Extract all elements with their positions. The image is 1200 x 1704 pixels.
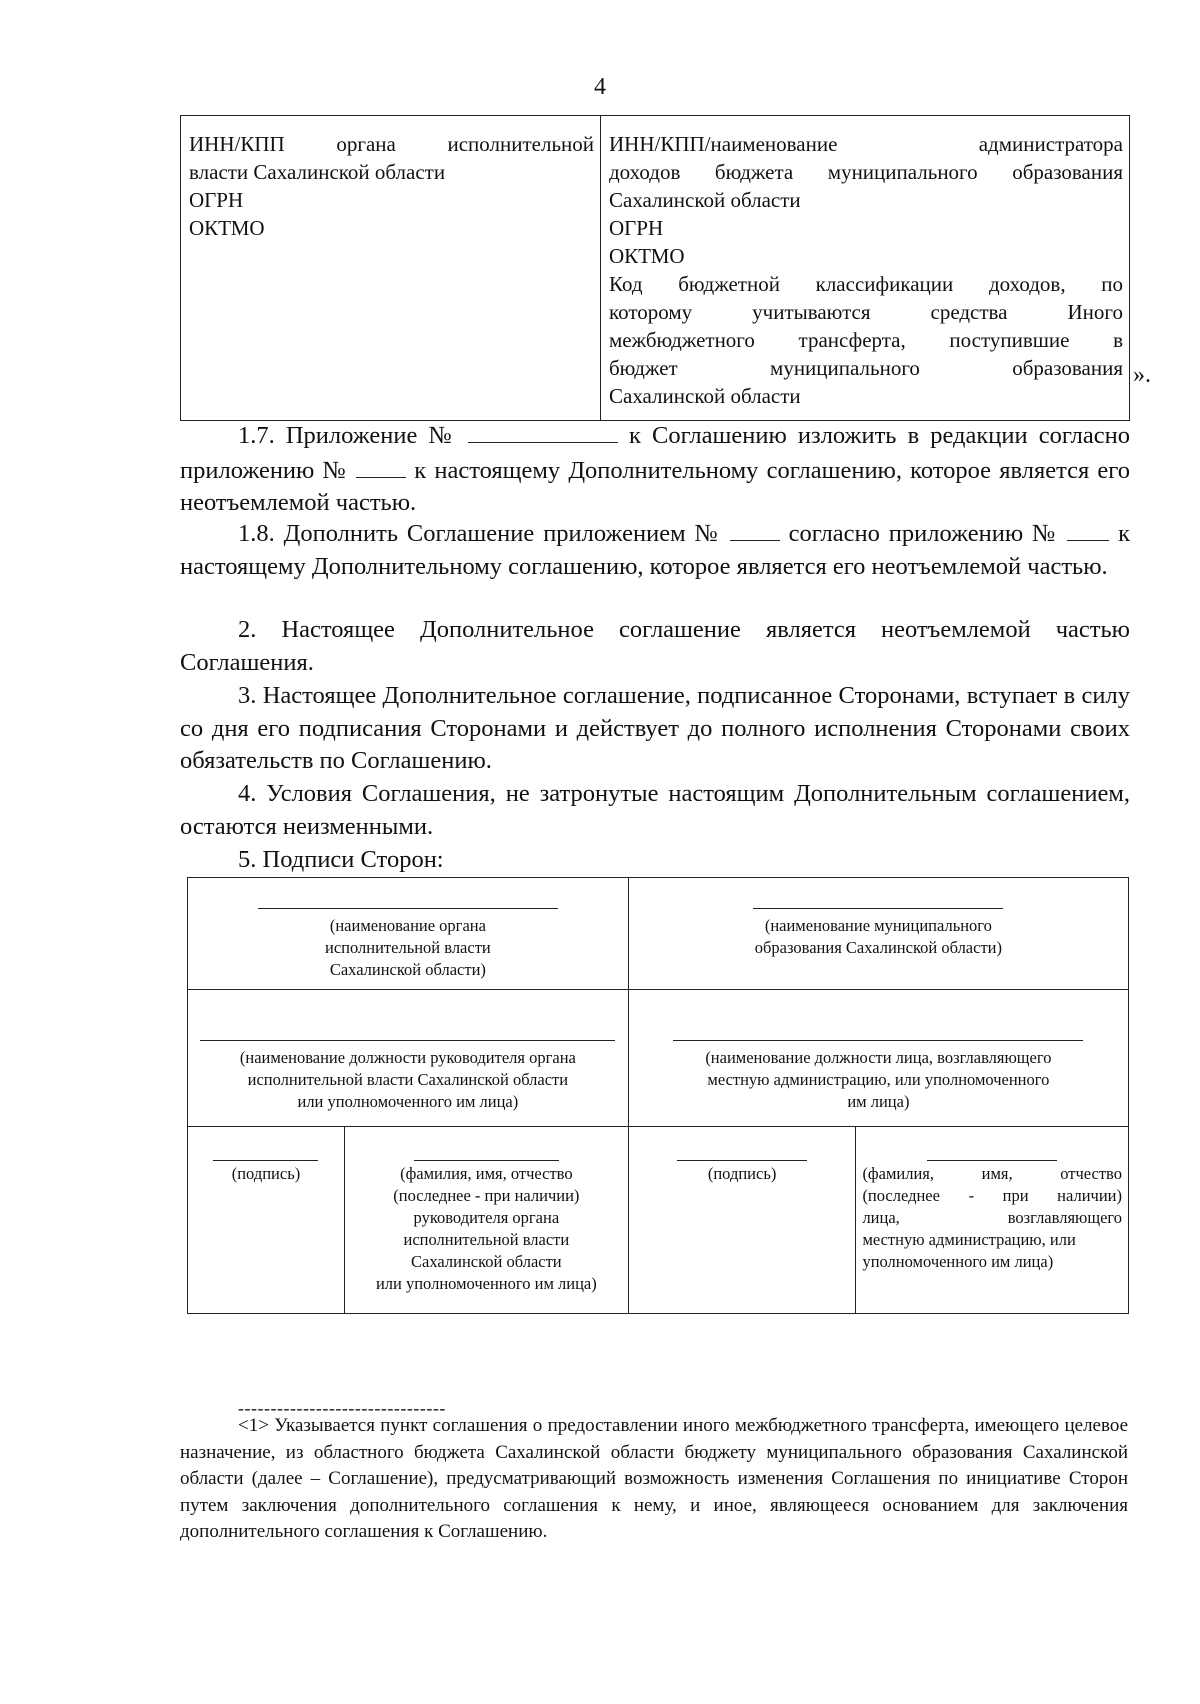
clause-text: 2. Настоящее Дополнительное соглашение является неотъемлемой частью Соглашения.	[180, 616, 1130, 676]
requisites-line: ОГРН	[609, 216, 664, 240]
caption-line: (подпись)	[707, 1164, 777, 1183]
clause-text: к настоящему Дополнительному соглашению, которое является его неотъемлемой частью.	[180, 520, 1131, 580]
caption-line: исполнительной власти	[325, 938, 491, 957]
clause-text: 4. Условия Соглашения, не затронутые настоящим Дополнительным соглашением, остаются неизменными.	[180, 780, 1130, 840]
caption-line: (последнее - при наличии)	[393, 1186, 580, 1205]
clause-5	[180, 844, 1130, 877]
signatures-table	[187, 877, 1129, 1314]
requisites-authority-cell	[181, 116, 601, 420]
clause-text: 1.7. Приложение №	[238, 422, 468, 449]
clause-text: к Соглашению изложить в редакции согласно приложению №	[180, 422, 1131, 484]
requisites-line: Сахалинской области	[609, 384, 801, 408]
requisites-line: власти Сахалинской области	[189, 160, 446, 184]
caption-line: (фамилия, имя, отчество	[862, 1164, 1122, 1183]
page-number: 4	[594, 74, 606, 100]
clause-text: 3. Настоящее Дополнительное соглашение, подписанное Сторонами, вступает в силу со дня его подписания Сторонами и действует до полного исполнения Сторонами своих обязательств по Соглашению.	[180, 682, 1130, 774]
caption-line: (наименование должности руководителя органа	[239, 1048, 576, 1067]
requisites-line: Сахалинской области	[609, 188, 801, 212]
clause-text: согласно приложению №	[779, 520, 1068, 547]
caption-line: (фамилия, имя, отчество	[400, 1164, 573, 1183]
requisites-line: бюджет муниципального образования	[609, 356, 1123, 380]
blank-field	[356, 453, 406, 478]
clause-text: к настоящему Дополнительному соглашению, которое является его неотъемлемой частью.	[180, 456, 1130, 516]
requisites-table	[180, 115, 1130, 421]
caption-line: или уполномоченного им лица)	[375, 1274, 597, 1293]
signature-authority-fullname-cell	[344, 1127, 628, 1314]
blank-field	[1067, 516, 1109, 541]
caption-line: (наименование муниципального	[764, 916, 992, 935]
requisites-line: ИНН/КПП/наименование администратора	[609, 132, 1123, 156]
footnote-separator: --------------------------------	[238, 1398, 446, 1418]
requisites-line: ОГРН	[189, 188, 244, 212]
clause-text: 5. Подписи Сторон:	[238, 846, 444, 873]
footnote-text: <1> Указывается пункт соглашения о предоставлении иного межбюджетного трансферта, имеющего целевое назначение, из областного бюджета Сахалинской области бюджету муниципального образования Сахалинской области (далее – Соглашение), предусматривающий возможность изменения Соглашения по инициативе Сторон путем заключения дополнительного соглашения к нему, и иное, являющееся основанием для заключения дополнительного соглашения к Соглашению.	[180, 1415, 1128, 1542]
clause-4	[180, 778, 1130, 843]
caption-line: им лица)	[847, 1092, 910, 1111]
caption-line: уполномоченного им лица)	[862, 1252, 1054, 1271]
blank-field	[468, 418, 618, 443]
requisites-line: ИНН/КПП органа исполнительной	[189, 132, 594, 156]
caption-line: лица, возглавляющего	[862, 1208, 1122, 1227]
clause-3	[180, 680, 1130, 778]
caption-line: (подпись)	[231, 1164, 301, 1183]
caption-line: местную администрацию, или	[862, 1230, 1076, 1249]
requisites-line: ОКТМО	[189, 216, 265, 240]
clause-text: 1.8. Дополнить Соглашение приложением №	[238, 520, 730, 547]
caption-line: исполнительной власти Сахалинской области	[247, 1070, 569, 1089]
requisites-line: доходов бюджета муниципального образования	[609, 160, 1123, 184]
caption-line: Сахалинской области)	[329, 960, 486, 979]
signature-municipality-sign-cell	[628, 1127, 856, 1314]
caption-line: Сахалинской области	[411, 1252, 562, 1271]
clause-1-8	[180, 516, 1130, 583]
closing-quote: ».	[1133, 362, 1151, 388]
clause-2	[180, 614, 1130, 679]
signature-authority-sign-cell	[188, 1127, 345, 1314]
requisites-line: ОКТМО	[609, 244, 685, 268]
signature-authority-position-cell	[188, 990, 629, 1127]
caption-line: руководителя органа	[413, 1208, 560, 1227]
caption-line: образования Сахалинской области)	[754, 938, 1002, 957]
caption-line: (последнее - при наличии)	[862, 1186, 1122, 1205]
signature-municipality-position-cell	[628, 990, 1128, 1127]
requisites-line: которому учитываются средства Иного	[609, 300, 1123, 324]
signature-authority-name-cell	[188, 878, 629, 990]
caption-line: или уполномоченного им лица)	[297, 1092, 519, 1111]
clause-1-7	[180, 418, 1130, 520]
blank-field	[730, 516, 780, 541]
requisites-municipality-cell	[601, 116, 1129, 420]
requisites-line: межбюджетного трансферта, поступившие в	[609, 328, 1123, 352]
caption-line: местную администрацию, или уполномоченного	[707, 1070, 1050, 1089]
caption-line: исполнительной власти	[403, 1230, 570, 1249]
caption-line: (наименование органа	[329, 916, 486, 935]
caption-line: (наименование должности лица, возглавляющего	[705, 1048, 1052, 1067]
signature-municipality-fullname-cell	[856, 1127, 1129, 1314]
requisites-line: Код бюджетной классификации доходов, по	[609, 272, 1123, 296]
signature-municipality-name-cell	[628, 878, 1128, 990]
